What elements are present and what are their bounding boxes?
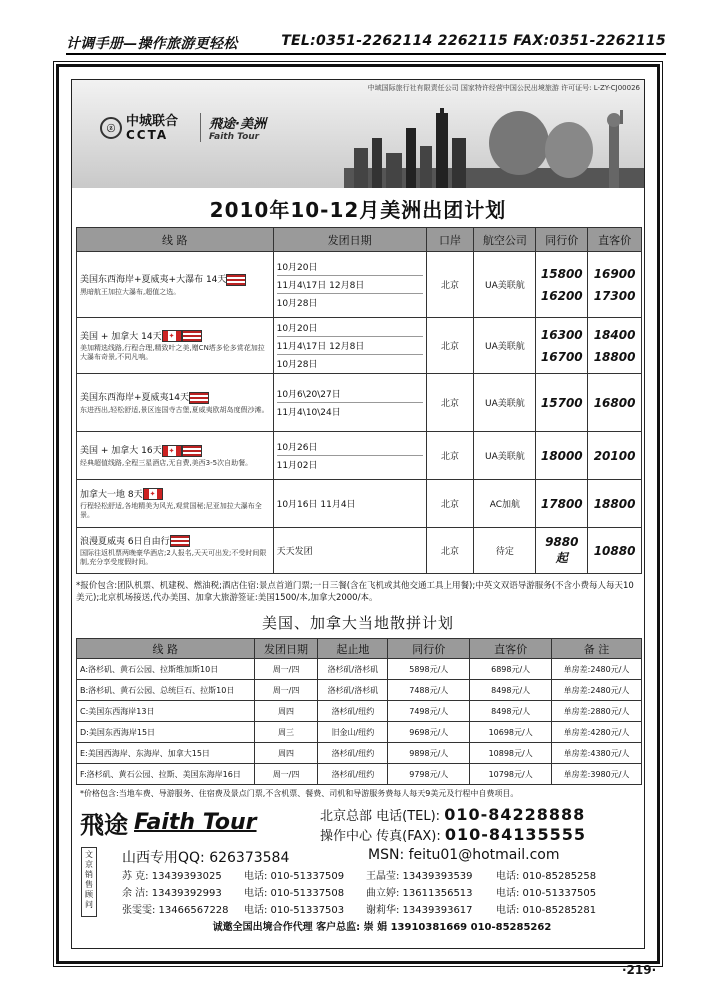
agency-recruit: 诚邀全国出境合作代理 客户总监: 崇 娟 13910381669 010-85285262 [212, 922, 552, 933]
t2-peer-cell: 9898元/人 [388, 743, 470, 764]
dates-cell [273, 318, 426, 374]
staff-entry: 曲立婷: 13611356513 [366, 888, 473, 899]
peer-price: 16700 [540, 349, 583, 364]
ad-inner [71, 79, 645, 949]
canada-flag-icon: ✦ [162, 330, 182, 342]
staff-row [122, 868, 642, 885]
route-cell [77, 318, 274, 374]
ccta-logo [100, 115, 178, 141]
t2-from-cell: 洛杉矶/纽约 [318, 764, 388, 785]
date-item: 天天发团 [276, 547, 313, 557]
dates-cell [273, 374, 426, 432]
t2-from-cell: 洛杉矶/洛杉矶 [318, 659, 388, 680]
peer-price-cell [536, 432, 588, 480]
port-cell: 北京 [426, 318, 474, 374]
peer-price: 9880起 [545, 535, 579, 565]
staff-entry: 苏 克: 13439393025 [122, 871, 222, 882]
direct-price: 18400 [593, 327, 636, 342]
direct-price: 18800 [593, 496, 636, 511]
local-tour-table [76, 638, 642, 785]
staff-row [122, 885, 642, 902]
date-item: 11月4\17日 12月8日 [277, 275, 423, 293]
page-title: 2010年10-12月美洲出团计划 [209, 198, 507, 222]
staff-entry: 电话: 010-85285281 [496, 905, 597, 916]
t2-row [77, 680, 642, 701]
route-cell [77, 528, 274, 574]
us-flag-icon [170, 535, 190, 547]
t2-from-cell: 洛杉矶/洛杉矶 [318, 680, 388, 701]
price-includes-note: *报价包含:团队机票、机建税、燃油税;酒店住宿:景点首道门票;一日三餐(含在飞机或其他交通工具上用餐);中英文双语导游服务(不含小费每人每天10美元);北京机场接送,代办美国、加拿大旅游签证:美国1500/本,加拿大2000/本。 [76, 581, 634, 603]
direct-price: 10880 [593, 543, 636, 558]
ad-frame [56, 64, 660, 964]
route-name [80, 443, 270, 457]
staff-entry: 电话: 010-51337503 [244, 905, 345, 916]
t2-direct-cell: 10898元/人 [470, 743, 552, 764]
date-item: 11月4\10\24日 [277, 402, 423, 420]
date-item: 10月28日 [277, 354, 423, 372]
t2-date-cell: 周一/四 [254, 764, 318, 785]
t1-row [77, 432, 642, 480]
t2-row [77, 743, 642, 764]
t2-header-0: 线 路 [77, 639, 255, 659]
route-desc: 东进西出,轻松舒适,景区连国寺古堡,夏威夷欧胡岛度假沙滩。 [80, 405, 269, 414]
direct-price: 20100 [593, 448, 636, 463]
port-cell: 北京 [426, 252, 474, 318]
footer-brand-en: Faith Tour [134, 810, 257, 835]
t2-note-cell: 单房差:4280元/人 [552, 722, 642, 743]
direct-price: 18800 [593, 349, 636, 364]
staff-entry: 王晶莹: 13439393539 [366, 871, 473, 882]
us-flag-icon [189, 392, 209, 404]
route-cell [77, 480, 274, 528]
hq-label: 北京总部 电话(TEL): [320, 809, 441, 824]
direct-price-cell [588, 528, 642, 574]
t2-from-cell: 洛杉矶/纽约 [318, 701, 388, 722]
peer-price: 15700 [540, 395, 583, 410]
route-desc: 国际往返机票两晚豪华酒店;2人报名,天天可出发;不受时间限制,充分享受度假时间。 [80, 549, 267, 567]
airline-cell: UA美联航 [474, 374, 536, 432]
t2-route-cell: C:美国东西海岸13日 [77, 701, 255, 722]
date-item: 10月6\20\27日 [276, 390, 341, 400]
t2-note-cell: 单房差:4380元/人 [552, 743, 642, 764]
t2-direct-cell: 10798元/人 [470, 764, 552, 785]
t1-header-4: 同行价 [536, 228, 588, 252]
t2-row [77, 764, 642, 785]
direct-price: 16800 [593, 395, 636, 410]
t2-date-cell: 周四 [254, 743, 318, 764]
port-cell: 北京 [426, 480, 474, 528]
t2-header-3: 同行价 [388, 639, 470, 659]
canada-flag-icon: ✦ [143, 488, 163, 500]
t2-header-5: 备 注 [552, 639, 642, 659]
staff-entry: 谢莉华: 13439393617 [366, 905, 473, 916]
footer-brand [80, 805, 257, 840]
sales-advisor-label: 文京销售顾问 [81, 847, 97, 917]
dates-cell [273, 528, 426, 574]
hq-contact [320, 806, 586, 846]
header-contact: TEL:0351-2262114 2262115 FAX:0351-2262115 [281, 33, 666, 49]
t2-header-4: 直客价 [470, 639, 552, 659]
brand-en: Faith Tour [209, 132, 260, 142]
peer-price-cell [536, 528, 588, 574]
staff-entry: 电话: 010-51337505 [496, 888, 597, 899]
route-desc: 行程轻松舒适,各地精美为风光,观赏国秘;尼亚加拉大瀑布全景。 [80, 502, 262, 520]
direct-price-cell [588, 432, 642, 480]
route-name [80, 390, 270, 404]
t2-direct-cell: 8498元/人 [470, 680, 552, 701]
date-item: 10月28日 [277, 293, 423, 311]
logo-en: CCTA [126, 128, 169, 142]
t2-row [77, 722, 642, 743]
t2-header-2: 起止地 [318, 639, 388, 659]
us-flag-icon [182, 445, 202, 457]
ccta-emblem-icon: ⓩ [100, 117, 122, 139]
peer-price: 17800 [540, 496, 583, 511]
direct-price-cell [588, 374, 642, 432]
port-cell: 北京 [426, 432, 474, 480]
peer-price: 18000 [540, 448, 583, 463]
us-flag-icon [182, 330, 202, 342]
route-name-text: 浪漫夏威夷 6日自由行 [80, 536, 170, 547]
staff-row [122, 902, 642, 919]
t2-note-cell: 单房差:3980元/人 [552, 764, 642, 785]
staff-entry: 电话: 010-51337509 [244, 871, 345, 882]
date-item: 10月20日 [276, 324, 318, 334]
route-name [80, 487, 270, 501]
t2-peer-cell: 9798元/人 [388, 764, 470, 785]
peer-price: 16300 [540, 327, 583, 342]
route-name [80, 329, 270, 343]
route-name [80, 534, 270, 548]
airline-cell: 待定 [474, 528, 536, 574]
t1-header-0: 线 路 [77, 228, 274, 252]
t2-route-cell: A:洛杉矶、黄石公园、拉斯维加斯10日 [77, 659, 255, 680]
route-cell [77, 252, 274, 318]
banner [72, 80, 644, 188]
peer-price-cell [536, 318, 588, 374]
t2-peer-cell: 7498元/人 [388, 701, 470, 722]
route-desc: 黑暗航王加拉大瀑布,超值之选。 [80, 287, 181, 296]
route-cell [77, 432, 274, 480]
dates-cell [273, 480, 426, 528]
t2-peer-cell: 7488元/人 [388, 680, 470, 701]
staff-entry: 电话: 010-85285258 [496, 871, 597, 882]
dates-cell [273, 432, 426, 480]
section-subtitle: 美国、加拿大当地散拼计划 [261, 614, 454, 632]
peer-price-cell [536, 252, 588, 318]
peer-price: 15800 [540, 266, 583, 281]
faith-tour-logo [200, 113, 266, 142]
airline-cell: AC加航 [474, 480, 536, 528]
date-item: 11月4\17日 12月8日 [277, 336, 423, 354]
route-name-text: 美国 + 加拿大 14天 [80, 331, 162, 342]
airline-cell: UA美联航 [474, 252, 536, 318]
staff-entry: 电话: 010-51337508 [244, 888, 345, 899]
direct-price-cell [588, 318, 642, 374]
airline-cell: UA美联航 [474, 432, 536, 480]
t1-row [77, 480, 642, 528]
skyline-image [344, 108, 644, 188]
t2-note-cell: 单房差:2880元/人 [552, 701, 642, 722]
t2-from-cell: 洛杉矶/纽约 [318, 743, 388, 764]
peer-price-cell [536, 480, 588, 528]
t2-date-cell: 周一/四 [254, 680, 318, 701]
tour-plan-table [76, 227, 642, 574]
t1-header-3: 航空公司 [474, 228, 536, 252]
page-header [66, 33, 666, 55]
direct-price-cell [588, 252, 642, 318]
date-item: 10月20日 [276, 263, 318, 273]
t2-route-cell: E:美国西海岸、东海岸、加拿大15日 [77, 743, 255, 764]
t2-peer-cell: 9698元/人 [388, 722, 470, 743]
page-number: ·219· [622, 963, 657, 977]
route-name-text: 美国东西海岸+夏威夷+大瀑布 14天 [80, 275, 227, 286]
route-name-text: 加拿大一地 8天 [80, 489, 143, 500]
footer-brand-cn: 飛途 [80, 810, 128, 839]
route-desc: 经典超值线路,全程三星酒店,无自费,美西3-5次自助餐。 [80, 458, 253, 467]
route-name [80, 272, 270, 286]
us-flag-icon [226, 274, 246, 286]
t2-direct-cell: 10698元/人 [470, 722, 552, 743]
msn-contact: MSN: feitu01@hotmail.com [368, 847, 560, 863]
dates-cell [273, 252, 426, 318]
t1-header-1: 发团日期 [273, 228, 426, 252]
t2-direct-cell: 8498元/人 [470, 701, 552, 722]
staff-entry: 余 洁: 13439392993 [122, 888, 222, 899]
op-label: 操作中心 传真(FAX): [320, 829, 441, 844]
t2-route-cell: D:美国东西海岸15日 [77, 722, 255, 743]
t1-row [77, 528, 642, 574]
route-desc: 美加精选线路,行程合理,精致叶之美,赠CN塔多伦多赏花加拉大瀑布奇景,不同凡响。 [80, 344, 265, 362]
t2-route-cell: B:洛杉矶、黄石公园、总统巨石、拉斯10日 [77, 680, 255, 701]
t2-header-1: 发团日期 [254, 639, 318, 659]
date-item: 11月02日 [277, 455, 423, 473]
t1-row [77, 252, 642, 318]
qq-contact: 山西专用QQ: 626373584 [122, 850, 290, 866]
license-text: 中域国际旅行社有限责任公司 国家特许经营中国公民出境旅游 许可证号: L-ZY-CJ00026 [367, 84, 640, 92]
staff-entry: 张雯雯: 13466567228 [122, 905, 229, 916]
logo-cn: 中城联合 [126, 114, 179, 129]
direct-price: 16900 [593, 266, 636, 281]
port-cell: 北京 [426, 528, 474, 574]
date-item: 10月16日 11月4日 [276, 500, 356, 510]
t2-note-cell: 单房差:2480元/人 [552, 659, 642, 680]
airline-cell: UA美联航 [474, 318, 536, 374]
op-fax: 010-84135555 [444, 825, 586, 844]
date-item: 10月26日 [276, 443, 318, 453]
route-name-text: 美国东西海岸+夏威夷14天 [80, 393, 189, 404]
peer-price: 16200 [540, 288, 583, 303]
hq-tel: 010-84228888 [444, 805, 586, 824]
t1-row [77, 374, 642, 432]
local-price-note: *价格包含:当地车费、导游服务、住宿费及景点门票,不含机票、餐费、司机和导游服务费每人每天9美元及行程中自费项目。 [80, 789, 519, 798]
t2-row [77, 701, 642, 722]
direct-price: 17300 [593, 288, 636, 303]
canada-flag-icon: ✦ [162, 445, 182, 457]
route-cell [77, 374, 274, 432]
t2-date-cell: 周四 [254, 701, 318, 722]
t2-direct-cell: 6898元/人 [470, 659, 552, 680]
t2-from-cell: 旧金山/纽约 [318, 722, 388, 743]
port-cell: 北京 [426, 374, 474, 432]
t2-route-cell: F:洛杉矶、黄石公园、拉斯、美国东海岸16日 [77, 764, 255, 785]
peer-price-cell [536, 374, 588, 432]
t2-peer-cell: 5898元/人 [388, 659, 470, 680]
t2-row [77, 659, 642, 680]
t1-header-5: 直客价 [588, 228, 642, 252]
header-title: 计调手册—操作旅游更轻松 [66, 36, 238, 52]
staff-list [122, 868, 642, 936]
t1-header-2: 口岸 [426, 228, 474, 252]
route-name-text: 美国 + 加拿大 16天 [80, 446, 162, 457]
direct-price-cell [588, 480, 642, 528]
t2-date-cell: 周一/四 [254, 659, 318, 680]
t1-row [77, 318, 642, 374]
brand-cn: 飛途·美洲 [209, 117, 266, 132]
t2-date-cell: 周三 [254, 722, 318, 743]
t2-note-cell: 单房差:2480元/人 [552, 680, 642, 701]
